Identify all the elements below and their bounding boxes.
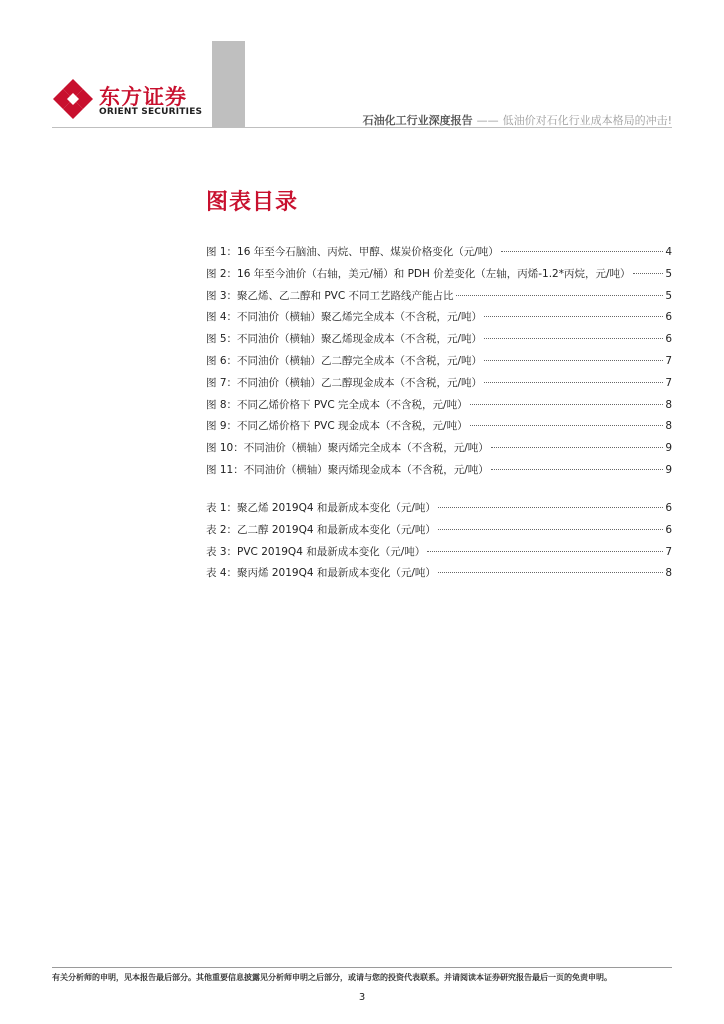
toc-entry-label: 图 1：16 年至今石脑油、丙烷、甲醇、煤炭价格变化（元/吨）	[206, 246, 499, 258]
header-gray-block	[212, 41, 245, 127]
dot-leader	[491, 447, 664, 448]
figure-toc-entry[interactable]	[206, 418, 672, 440]
toc-entry-page: 9	[665, 442, 672, 455]
dot-leader	[491, 469, 664, 470]
toc-entry-label: 图 4：不同油价（横轴）聚乙烯完全成本（不含税，元/吨）	[206, 311, 483, 324]
figure-toc-entry[interactable]	[206, 375, 672, 397]
footer-disclaimer: 有关分析师的申明，见本报告最后部分。其他重要信息披露见分析师申明之后部分，或请与您的投资代表联系。并请阅读本证券研究报告最后一页的免责申明。	[52, 973, 612, 982]
toc-entry-page: 6	[665, 311, 672, 324]
toc-entry-label: 表 1：聚乙烯 2019Q4 和最新成本变化（元/吨）	[206, 502, 436, 514]
dot-leader	[501, 251, 664, 252]
figure-toc-entry[interactable]	[206, 462, 672, 484]
header-divider	[52, 127, 672, 128]
toc-entry-page: 7	[665, 376, 672, 389]
toc-entry-page: 7	[665, 545, 672, 558]
report-subtitle: 低油价对石化行业成本格局的冲击!	[502, 114, 672, 127]
toc-entry-page: 5	[665, 267, 672, 280]
dot-leader	[438, 572, 663, 573]
table-list	[206, 500, 672, 587]
dot-leader	[438, 529, 663, 530]
toc-entry-page: 4	[665, 246, 672, 258]
figure-toc-entry[interactable]	[206, 331, 672, 353]
toc-entry-label: 图 11：不同油价（横轴）聚丙烯现金成本（不含税，元/吨）	[206, 463, 489, 476]
toc-entry-page: 8	[665, 567, 672, 580]
toc-entry-label: 图 8：不同乙烯价格下 PVC 完全成本（不含税，元/吨）	[206, 398, 468, 411]
dot-leader	[470, 404, 664, 405]
toc-entry-page: 6	[665, 523, 672, 536]
toc-entry-label: 图 9：不同乙烯价格下 PVC 现金成本（不含税，元/吨）	[206, 420, 468, 433]
table-toc-entry[interactable]	[206, 565, 672, 587]
toc-entry-label: 图 7：不同油价（横轴）乙二醇现金成本（不含税，元/吨）	[206, 376, 483, 389]
toc-entry-label: 图 10：不同油价（横轴）聚丙烯完全成本（不含税，元/吨）	[206, 442, 489, 455]
figure-toc-entry[interactable]	[206, 440, 672, 462]
dot-leader	[633, 273, 664, 274]
toc-entry-page: 5	[665, 289, 672, 302]
toc-entry-label: 图 2：16 年至今油价（右轴，美元/桶）和 PDH 价差变化（左轴，丙烯-1.2*丙烷，元/吨）	[206, 267, 631, 280]
dot-leader	[427, 551, 663, 552]
dot-leader	[484, 316, 663, 317]
figure-list	[206, 244, 672, 484]
figure-toc-entry[interactable]	[206, 288, 672, 310]
page-number: 3	[358, 992, 366, 1003]
toc-entry-page: 9	[665, 463, 672, 476]
report-header	[363, 112, 672, 128]
table-toc-entry[interactable]	[206, 544, 672, 566]
dot-leader	[438, 507, 663, 508]
figure-toc-entry[interactable]	[206, 309, 672, 331]
diamond-logo-icon	[52, 78, 94, 120]
table-toc-entry[interactable]	[206, 522, 672, 544]
toc-title: 图表目录	[206, 190, 299, 215]
report-type: 石油化工行业深度报告	[362, 114, 473, 127]
dot-leader	[456, 295, 664, 296]
toc-entry-label: 表 3：PVC 2019Q4 和最新成本变化（元/吨）	[206, 545, 426, 558]
toc-entry-page: 7	[665, 354, 672, 367]
toc-entry-page: 6	[665, 333, 672, 346]
toc-entry-page: 8	[665, 398, 672, 411]
orient-securities-logo	[52, 78, 212, 122]
toc-entry-label: 表 2：乙二醇 2019Q4 和最新成本变化（元/吨）	[206, 523, 436, 536]
toc-entry-label: 表 4：聚丙烯 2019Q4 和最新成本变化（元/吨）	[206, 567, 436, 580]
dot-leader	[484, 338, 663, 339]
dot-leader	[470, 425, 664, 426]
footer-divider	[52, 967, 672, 968]
toc-entry-page: 6	[665, 502, 672, 514]
toc-entry-page: 8	[665, 420, 672, 433]
table-toc-entry[interactable]	[206, 500, 672, 522]
logo-english-name: ORIENT SECURITIES	[99, 107, 203, 117]
figure-toc-entry[interactable]	[206, 353, 672, 375]
figure-toc-entry[interactable]	[206, 244, 672, 266]
dot-leader	[484, 382, 663, 383]
toc-entry-label: 图 3：聚乙烯、乙二醇和 PVC 不同工艺路线产能占比	[206, 289, 454, 302]
toc-entry-label: 图 6：不同油价（横轴）乙二醇完全成本（不含税，元/吨）	[206, 354, 483, 367]
figure-toc-entry[interactable]	[206, 266, 672, 288]
dot-leader	[484, 360, 663, 361]
figure-toc-entry[interactable]	[206, 397, 672, 419]
toc-entry-label: 图 5：不同油价（横轴）聚乙烯现金成本（不含税，元/吨）	[206, 333, 483, 346]
header-dash: ——	[476, 114, 499, 127]
logo-chinese-name: 东方证券	[99, 85, 187, 109]
